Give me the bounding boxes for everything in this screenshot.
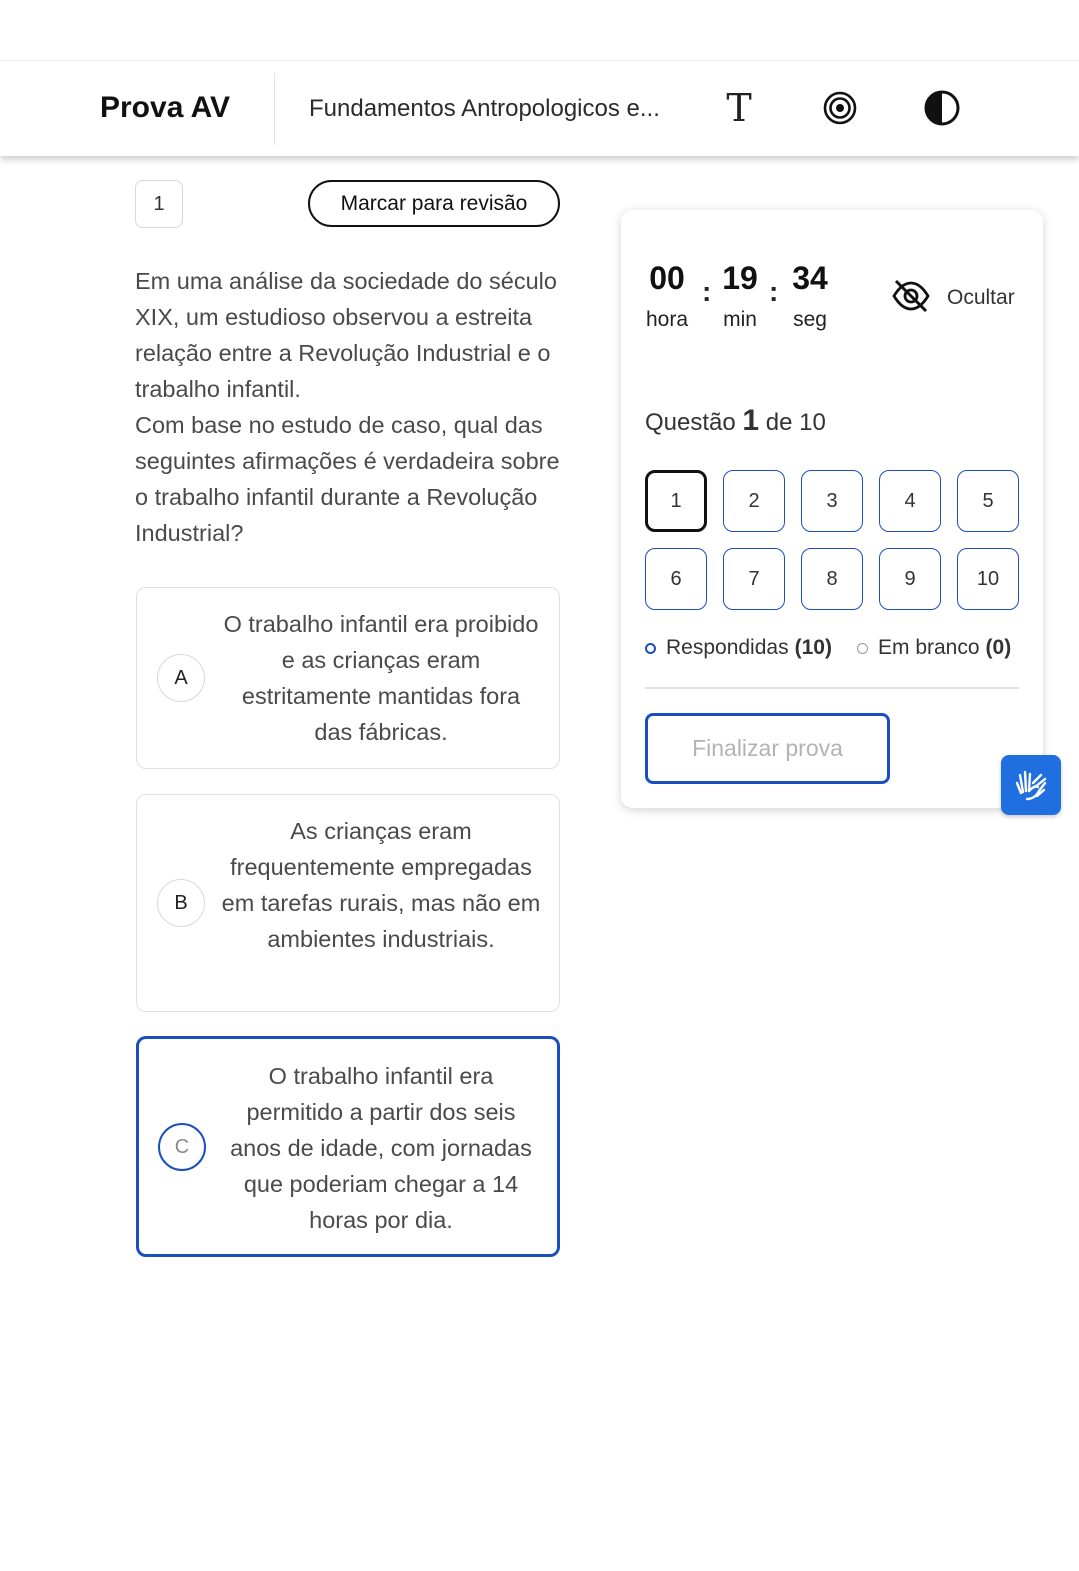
hide-timer-label: Ocultar	[947, 286, 1015, 309]
legend-answered	[645, 636, 832, 660]
legend-answered-label: Respondidas	[666, 636, 789, 659]
contrast-icon[interactable]	[917, 83, 967, 133]
header-divider	[274, 73, 275, 145]
legend-blank-label: Em branco	[878, 636, 980, 659]
timer-separator: :	[769, 276, 779, 307]
statement-paragraph: Com base no estudo de caso, qual das seguintes afirmações é verdadeira sobre o trabalho infantil durante a Revolução Industrial?	[135, 412, 560, 546]
timer-seconds: 34	[792, 260, 828, 296]
legend-blank-count: (0)	[985, 636, 1012, 659]
option-letter[interactable]: C	[158, 1123, 206, 1171]
finish-exam-button[interactable]: Finalizar prova	[645, 713, 890, 784]
legend-answered-count: (10)	[794, 636, 832, 659]
mark-for-review-button[interactable]: Marcar para revisão	[308, 180, 560, 227]
timer-minutes: 19	[722, 260, 758, 296]
sign-language-button[interactable]	[1001, 755, 1061, 815]
question-number-badge: 1	[135, 180, 183, 228]
legend-blank	[857, 636, 1011, 660]
question-nav-3[interactable]: 3	[801, 470, 863, 532]
statement-paragraph: Em uma análise da sociedade do século XIX, um estudioso observou a estreita relação entre a Revolução Industrial e o trabalho infantil.	[135, 268, 557, 402]
question-nav-9[interactable]: 9	[879, 548, 941, 610]
option-letter[interactable]: B	[157, 879, 205, 927]
option-c[interactable]	[136, 1036, 560, 1257]
exam-side-panel	[621, 210, 1043, 808]
sign-language-hands-icon	[1011, 763, 1051, 808]
top-header	[0, 60, 1079, 156]
question-progress-suffix: de 10	[765, 409, 826, 436]
panel-divider	[645, 687, 1019, 689]
timer-separator: :	[702, 276, 712, 307]
font-size-icon[interactable]: T	[726, 86, 752, 130]
option-letter[interactable]: A	[157, 654, 205, 702]
question-statement	[135, 263, 565, 551]
question-progress-prefix: Questão	[645, 409, 736, 436]
question-nav-5[interactable]: 5	[957, 470, 1019, 532]
option-text: O trabalho infantil era permitido a partir dos seis anos de idade, com jornadas que poderiam chegar a 14 horas por dia.	[230, 1063, 532, 1233]
option-a[interactable]	[136, 587, 560, 769]
question-nav-10[interactable]: 10	[957, 548, 1019, 610]
timer-hours-label: hora	[645, 308, 689, 331]
question-nav-4[interactable]: 4	[879, 470, 941, 532]
option-text: As crianças eram frequentemente empregadas em tarefas rurais, mas não em ambientes industriais.	[221, 818, 541, 952]
option-b[interactable]	[136, 794, 560, 1012]
answered-dot-icon	[645, 643, 656, 654]
timer-hours: 00	[649, 260, 685, 296]
question-nav-8[interactable]: 8	[801, 548, 863, 610]
course-title: Fundamentos Antropologicos e...	[309, 95, 660, 122]
question-progress-current: 1	[742, 404, 760, 437]
option-text: O trabalho infantil era proibido e as crianças eram estritamente mantidas fora das fábricas.	[223, 611, 539, 745]
app-title: Prova AV	[100, 91, 231, 124]
hide-timer-button[interactable]	[891, 274, 1015, 322]
question-nav-1[interactable]: 1	[645, 470, 707, 532]
question-nav-6[interactable]: 6	[645, 548, 707, 610]
question-progress	[645, 404, 826, 438]
timer-minutes-label: min	[723, 308, 757, 331]
target-icon[interactable]	[815, 83, 865, 133]
timer-seconds-label: seg	[793, 308, 827, 331]
question-nav-7[interactable]: 7	[723, 548, 785, 610]
blank-dot-icon	[857, 643, 868, 654]
question-nav-2[interactable]: 2	[723, 470, 785, 532]
eye-off-icon	[891, 278, 931, 319]
